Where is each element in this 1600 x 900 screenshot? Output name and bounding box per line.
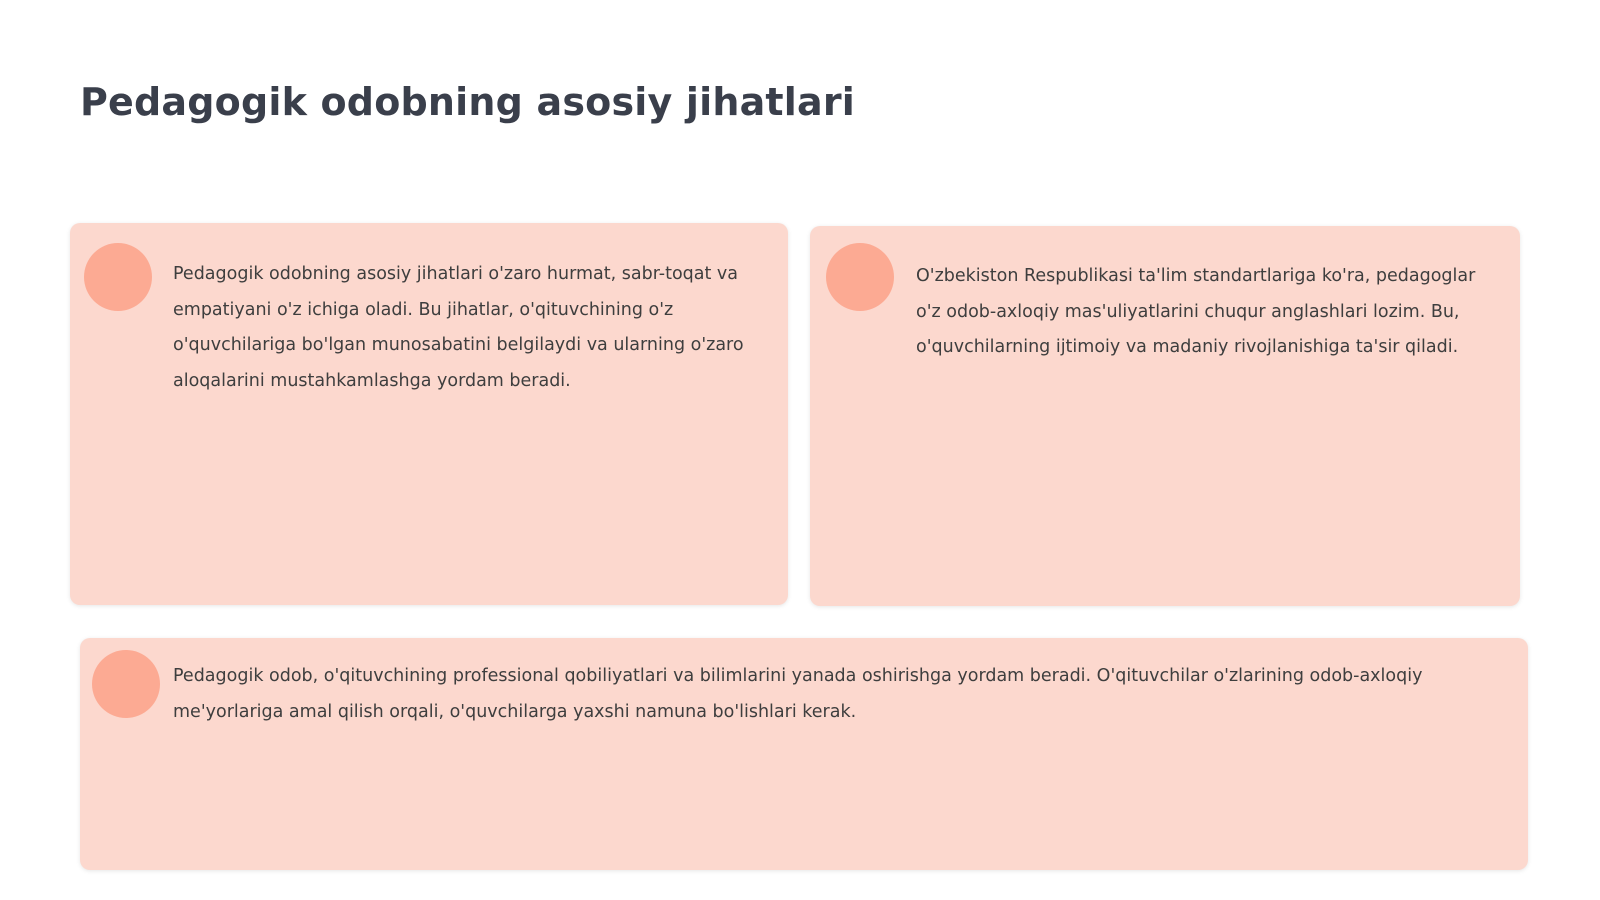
circle-marker: [84, 243, 152, 311]
info-card-3: [80, 638, 1528, 870]
circle-marker: [826, 243, 894, 311]
card-text: O'zbekiston Respublikasi ta'lim standartlariga ko'ra, pedagoglar o'z odob-axloqiy mas'uliyatlarini chuqur anglashlari lozim. Bu, o'quvchilarning ijtimoiy va madaniy rivojlanishiga ta'sir qiladi.: [916, 266, 1476, 357]
slide-title: Pedagogik odobning asosiy jihatlari: [80, 80, 856, 124]
info-card-1: [70, 223, 788, 605]
card-text: Pedagogik odobning asosiy jihatlari o'zaro hurmat, sabr-toqat va empatiyani o'z ichiga oladi. Bu jihatlar, o'qituvchining o'z o'quvchilariga bo'lgan munosabatini belgilaydi va ularning o'zaro aloqalarini mustahkamlashga yordam beradi.: [173, 264, 744, 391]
card-text: Pedagogik odob, o'qituvchining professional qobiliyatlari va bilimlarini yanada oshirishga yordam beradi. O'qituvchilar o'zlarining odob-axloqiy me'yorlariga amal qilish orqali, o'quvchilarga yaxshi namuna bo'lishlari kerak.: [173, 666, 1423, 722]
circle-marker: [92, 650, 160, 718]
info-card-2: [810, 226, 1520, 606]
